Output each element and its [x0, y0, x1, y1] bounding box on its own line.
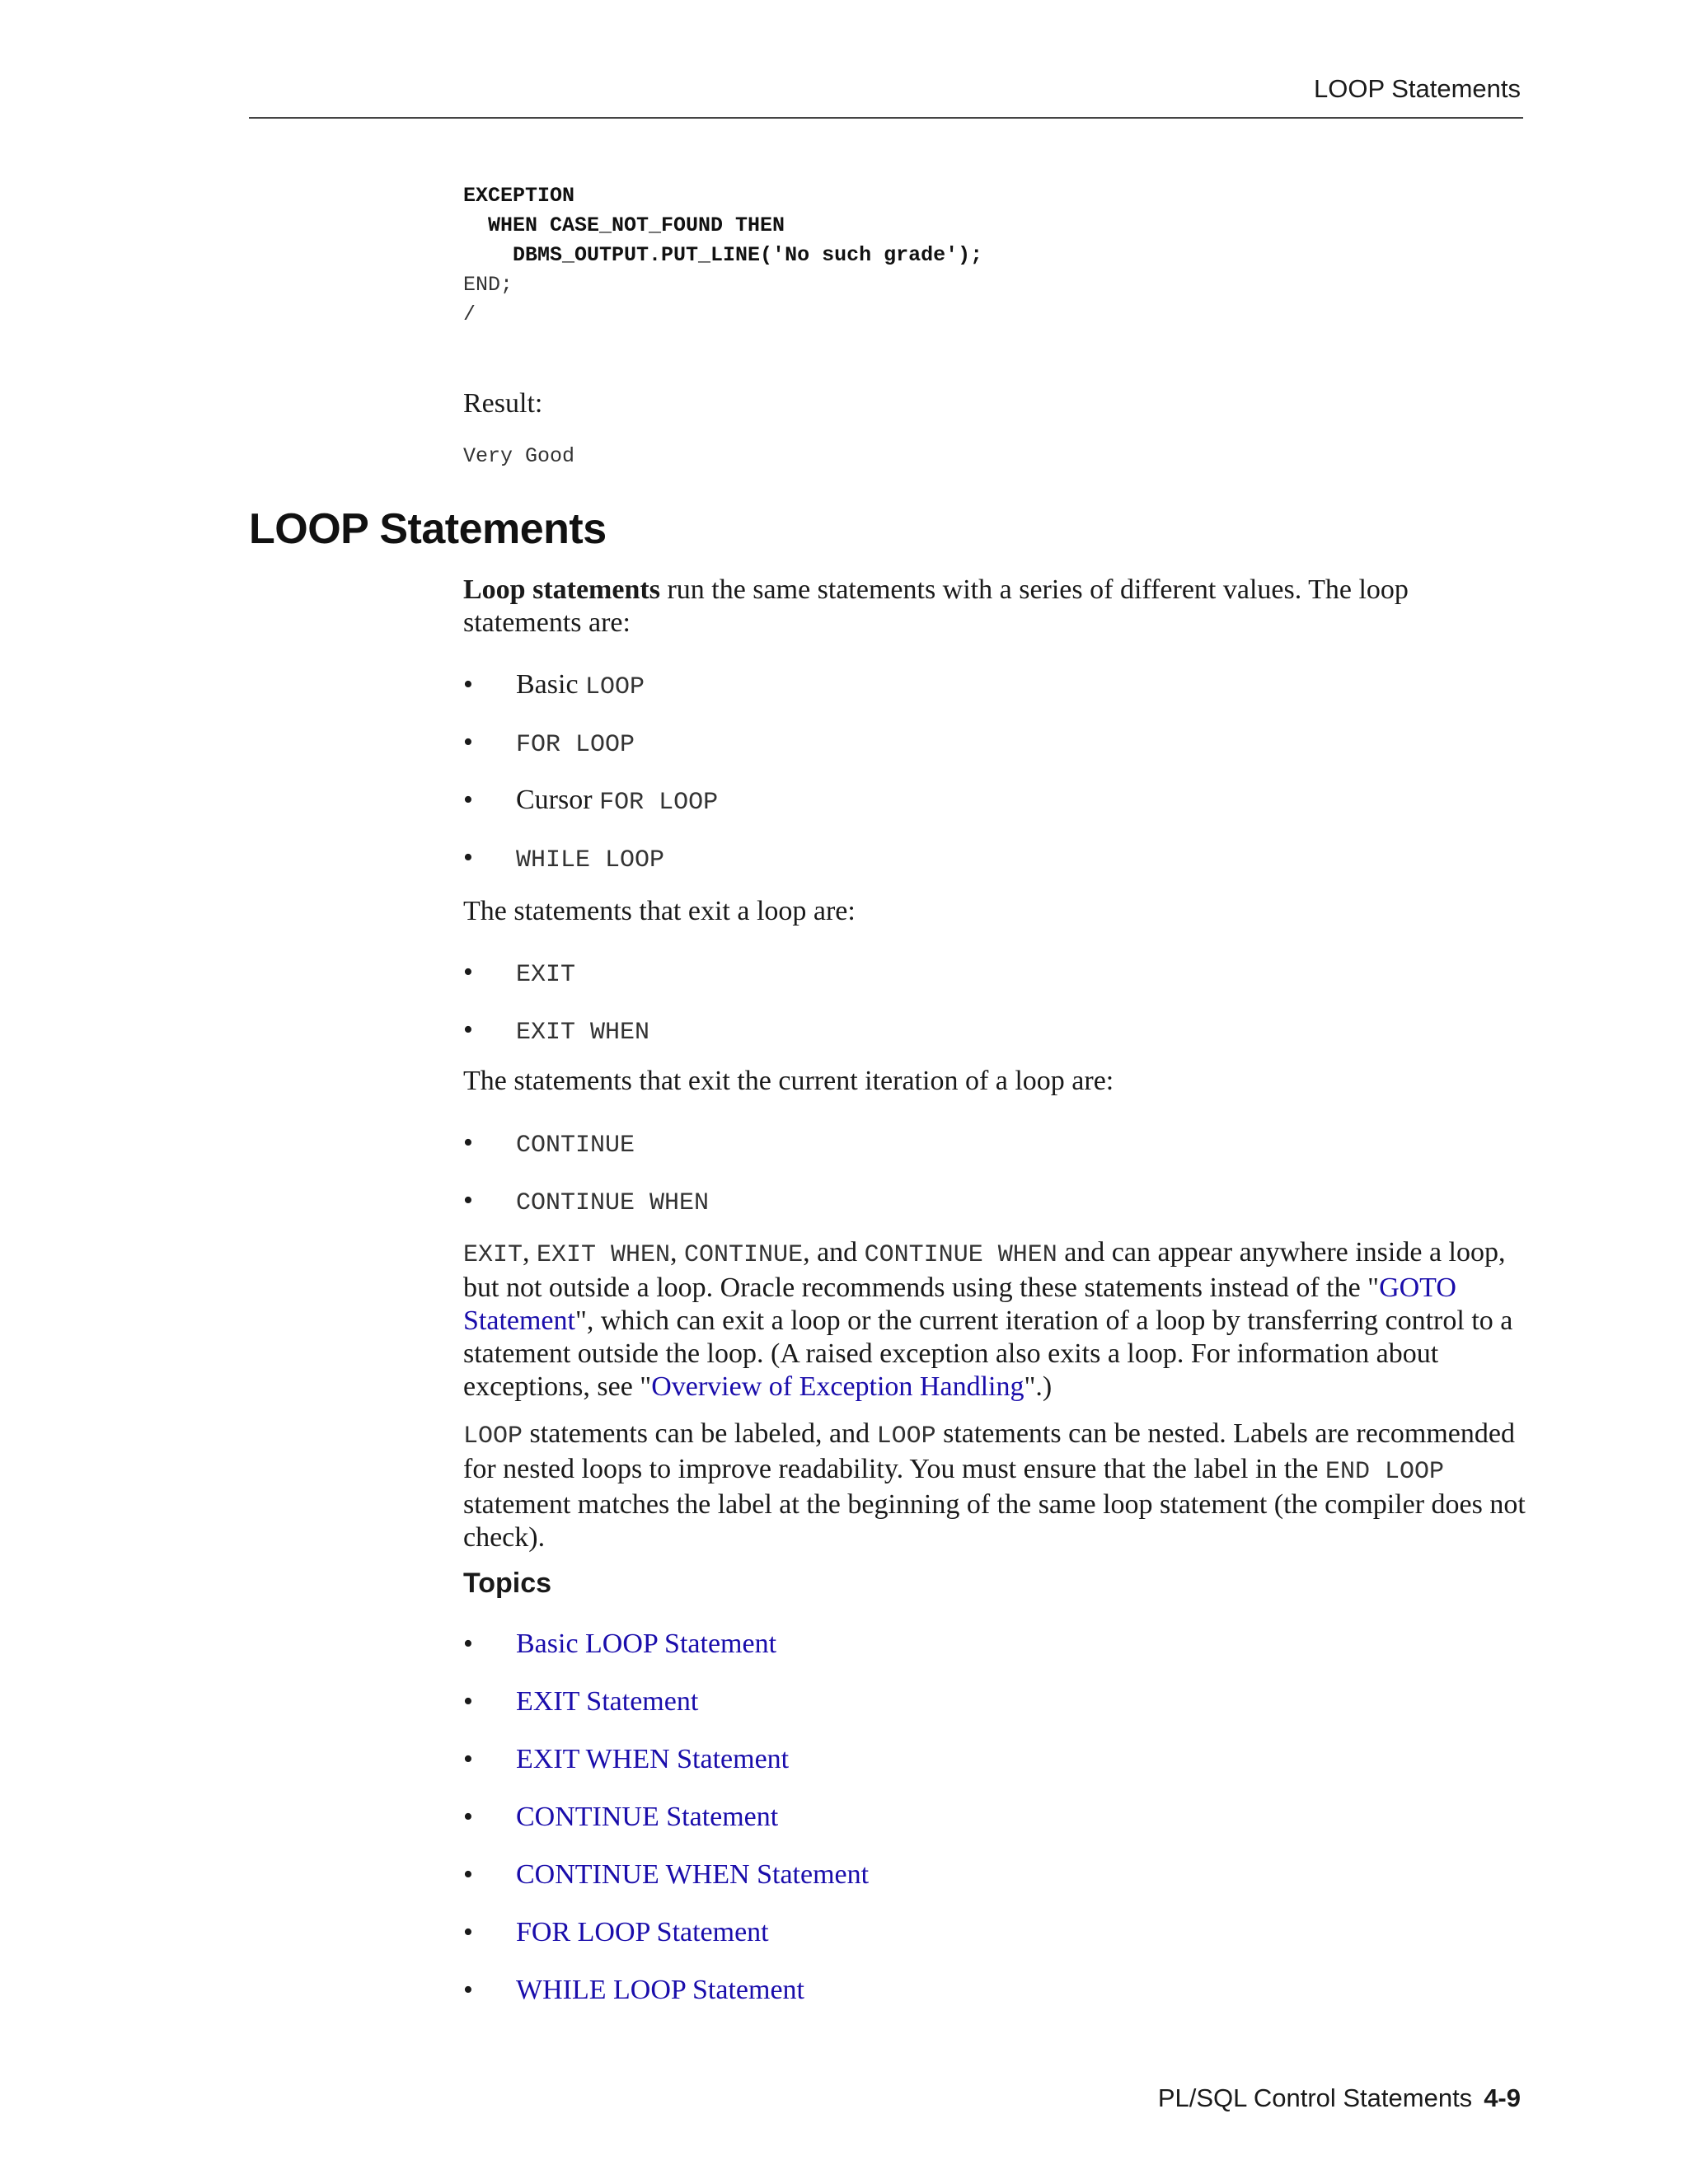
code-line-5: /	[463, 302, 476, 326]
bullet-icon: •	[463, 727, 473, 757]
bullet-icon: •	[463, 1802, 473, 1832]
iteration-intro: The statements that exit the current iteration of a loop are:	[463, 1066, 1114, 1096]
bullet-icon: •	[463, 957, 473, 987]
topic-link-exit-when[interactable]: EXIT WHEN Statement	[516, 1744, 790, 1774]
topic-link-continue-when[interactable]: CONTINUE WHEN Statement	[516, 1859, 870, 1890]
intro-text: run the same statements with a series of different values. The loop statements are:	[463, 574, 1409, 638]
topic-link-for-loop[interactable]: FOR LOOP Statement	[516, 1917, 769, 1947]
list-item-code: CONTINUE WHEN	[516, 1189, 710, 1217]
bullet-icon: •	[463, 1015, 473, 1045]
bullet-icon: •	[463, 785, 473, 815]
paragraph-exit-usage	[463, 1236, 1526, 1404]
list-item-code: EXIT WHEN	[516, 1019, 650, 1047]
header-rule	[249, 117, 1523, 119]
bullet-icon: •	[463, 1975, 473, 2005]
exception-handling-link[interactable]: Overview of Exception Handling	[651, 1371, 1025, 1402]
bullet-icon: •	[463, 1686, 473, 1717]
list-item-code: LOOP	[585, 673, 645, 701]
bullet-icon: •	[463, 1859, 473, 1890]
bullet-icon: •	[463, 1185, 473, 1216]
page-footer	[1158, 2083, 1521, 2113]
bullet-icon: •	[463, 1917, 473, 1947]
goto-statement-link[interactable]: GOTO Statement	[463, 1272, 1456, 1336]
topic-link-exit[interactable]: EXIT Statement	[516, 1686, 699, 1717]
paragraph-text: ,	[670, 1237, 685, 1268]
paragraph-text: ,	[523, 1237, 537, 1268]
paragraph-text: and can appear anywhere inside a loop, but not outside a loop. Oracle recommends using these statements instead of the "	[463, 1237, 1506, 1303]
paragraph-labels	[463, 1418, 1526, 1554]
inline-code: LOOP	[463, 1422, 523, 1451]
paragraph-text: statements can be labeled, and	[523, 1418, 877, 1449]
bullet-icon: •	[463, 1744, 473, 1774]
topic-link-while-loop[interactable]: WHILE LOOP Statement	[516, 1975, 804, 2005]
bullet-icon: •	[463, 669, 473, 700]
list-item-code: WHILE LOOP	[516, 846, 665, 874]
topics-heading: Topics	[463, 1568, 552, 1599]
result-output: Very Good	[463, 444, 575, 468]
list-item-code: EXIT	[516, 961, 576, 989]
topic-link-basic-loop[interactable]: Basic LOOP Statement	[516, 1629, 777, 1659]
paragraph-text: statements can be nested. Labels are recommended for nested loops to improve readability. You must ensure that the label in the	[463, 1418, 1515, 1484]
inline-code: EXIT	[463, 1241, 523, 1269]
bullet-icon: •	[463, 1127, 473, 1158]
section-title: LOOP Statements	[249, 505, 607, 553]
paragraph-text: ".)	[1024, 1371, 1053, 1402]
result-label: Result:	[463, 388, 543, 419]
inline-code: CONTINUE WHEN	[864, 1241, 1057, 1269]
intro-bold-term: Loop statements	[463, 574, 660, 605]
footer-book-title: PL/SQL Control Statements	[1157, 2083, 1473, 2112]
running-header: LOOP Statements	[1314, 74, 1521, 103]
inline-code: EXIT WHEN	[537, 1241, 671, 1269]
inline-code: LOOP	[876, 1422, 936, 1451]
bullet-icon: •	[463, 1629, 473, 1659]
code-line-3: DBMS_OUTPUT.PUT_LINE('No such grade');	[463, 243, 983, 267]
page-number: 4-9	[1484, 2083, 1521, 2112]
paragraph-text: , and	[803, 1237, 865, 1268]
intro-paragraph	[463, 574, 1526, 640]
paragraph-text: statement matches the label at the beginning of the same loop statement (the compiler does not check).	[463, 1489, 1526, 1553]
code-line-1: EXCEPTION	[463, 184, 575, 208]
exit-intro: The statements that exit a loop are:	[463, 896, 856, 926]
bullet-icon: •	[463, 842, 473, 873]
list-item-code: CONTINUE	[516, 1132, 635, 1160]
list-item-text: Basic	[516, 669, 586, 700]
list-item-text: Cursor	[516, 785, 600, 815]
inline-code: CONTINUE	[684, 1241, 804, 1269]
paragraph-text: ", which can exit a loop or the current iteration of a loop by transferring control to a statement outside the loop. (A raised exception also exits a loop. For information about exceptions, see "	[463, 1305, 1513, 1402]
inline-code: END LOOP	[1325, 1458, 1444, 1486]
code-line-4: END;	[463, 273, 513, 297]
list-item-code: FOR LOOP	[599, 789, 719, 817]
code-line-2: WHEN CASE_NOT_FOUND THEN	[463, 213, 785, 237]
topic-link-continue[interactable]: CONTINUE Statement	[516, 1802, 779, 1832]
list-item-code: FOR LOOP	[516, 731, 635, 759]
